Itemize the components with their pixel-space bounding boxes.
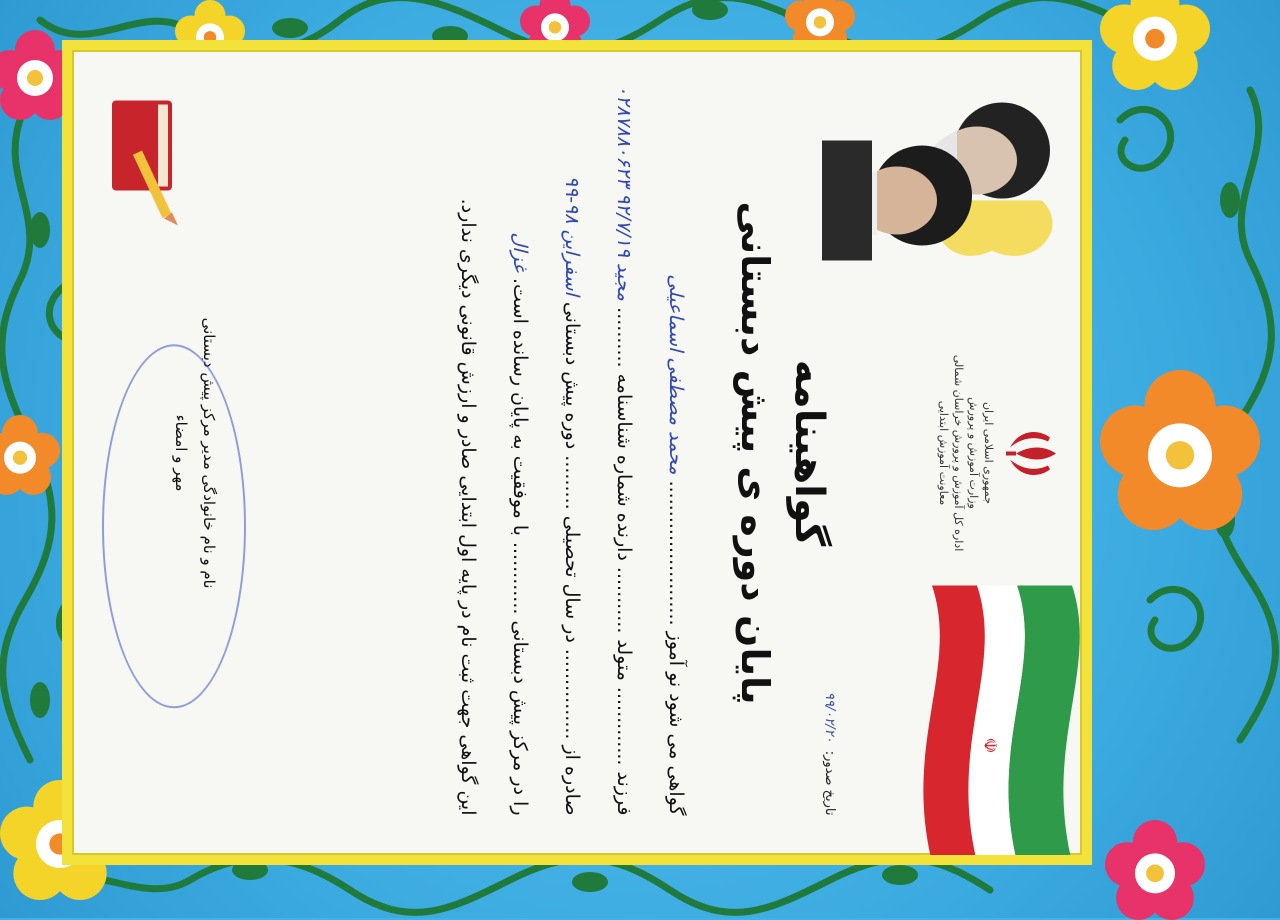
flower-decoration <box>1100 370 1260 530</box>
certificate-content <box>72 50 1082 855</box>
iran-flag-ribbon <box>852 585 1092 865</box>
body-line <box>598 84 650 815</box>
handwritten-text: مجید ۹۲/۷/۱۹ ۰۲۸۷۸۸۰۶۲۳ <box>613 84 635 301</box>
header-line: اداره کل آموزش و پرورش خراسان شمالی <box>952 354 965 551</box>
ministry-header <box>936 343 1062 563</box>
flower-decoration <box>0 390 60 520</box>
body-line <box>442 90 494 815</box>
certificate-body <box>442 84 702 815</box>
flower-decoration <box>1090 820 1220 920</box>
body-line <box>650 90 702 815</box>
printed-text: این گواهی جهت ثبت نام در پایه اول ابتدایی صادر و ارزش قانونی دیگری ندارد. <box>457 198 479 815</box>
body-line <box>494 90 546 815</box>
header-line: جمهوری اسلامی ایران <box>982 401 995 504</box>
seal-label: مهر و امضاء <box>172 414 190 491</box>
signature-label: نام و نام خانوادگی مدیر مرکز پیش دبستانی <box>200 317 218 588</box>
ink-stamp <box>102 343 246 707</box>
flower-decoration <box>1090 0 1220 90</box>
leaders-portrait <box>822 80 1072 270</box>
handwritten-text: محمد مصطفی اسماعیلی <box>665 273 687 475</box>
handwritten-text: اسفراین ۹۸-۹۹ <box>561 175 583 296</box>
certificate-paper <box>62 40 1092 865</box>
svg-text:☫: ☫ <box>979 736 1000 754</box>
certificate-title: گواهینامه <box>786 359 832 546</box>
issue-date-value: ۹۹/۰۲/۲۰ <box>822 691 837 743</box>
printed-text: فرزند ............. متولد ........... دارنده شماره شناسنامه .......... <box>613 306 635 815</box>
handwritten-text: غزال <box>509 231 531 272</box>
header-line: معاونت آموزش ابتدایی <box>937 400 950 505</box>
iran-emblem-icon <box>1002 423 1062 483</box>
book-pencil-icon <box>102 90 192 230</box>
header-line: وزارت آموزش و پرورش <box>967 396 980 509</box>
certificate-subtitle: پایان دوره ی پیش دبستانی <box>733 200 777 705</box>
printed-text: صادره از ............... در سال تحصیلی ......... دوره پیش دبستانی <box>561 301 583 815</box>
body-line <box>546 90 598 815</box>
printed-text: را در مرکز پیش دبستانی ............ با موفقیت به پایان رسانده است. <box>509 277 531 815</box>
printed-text: گواهی می شود نو آموز ........................ <box>665 480 687 815</box>
issue-date-label: تاریخ صدور: <box>822 750 837 815</box>
